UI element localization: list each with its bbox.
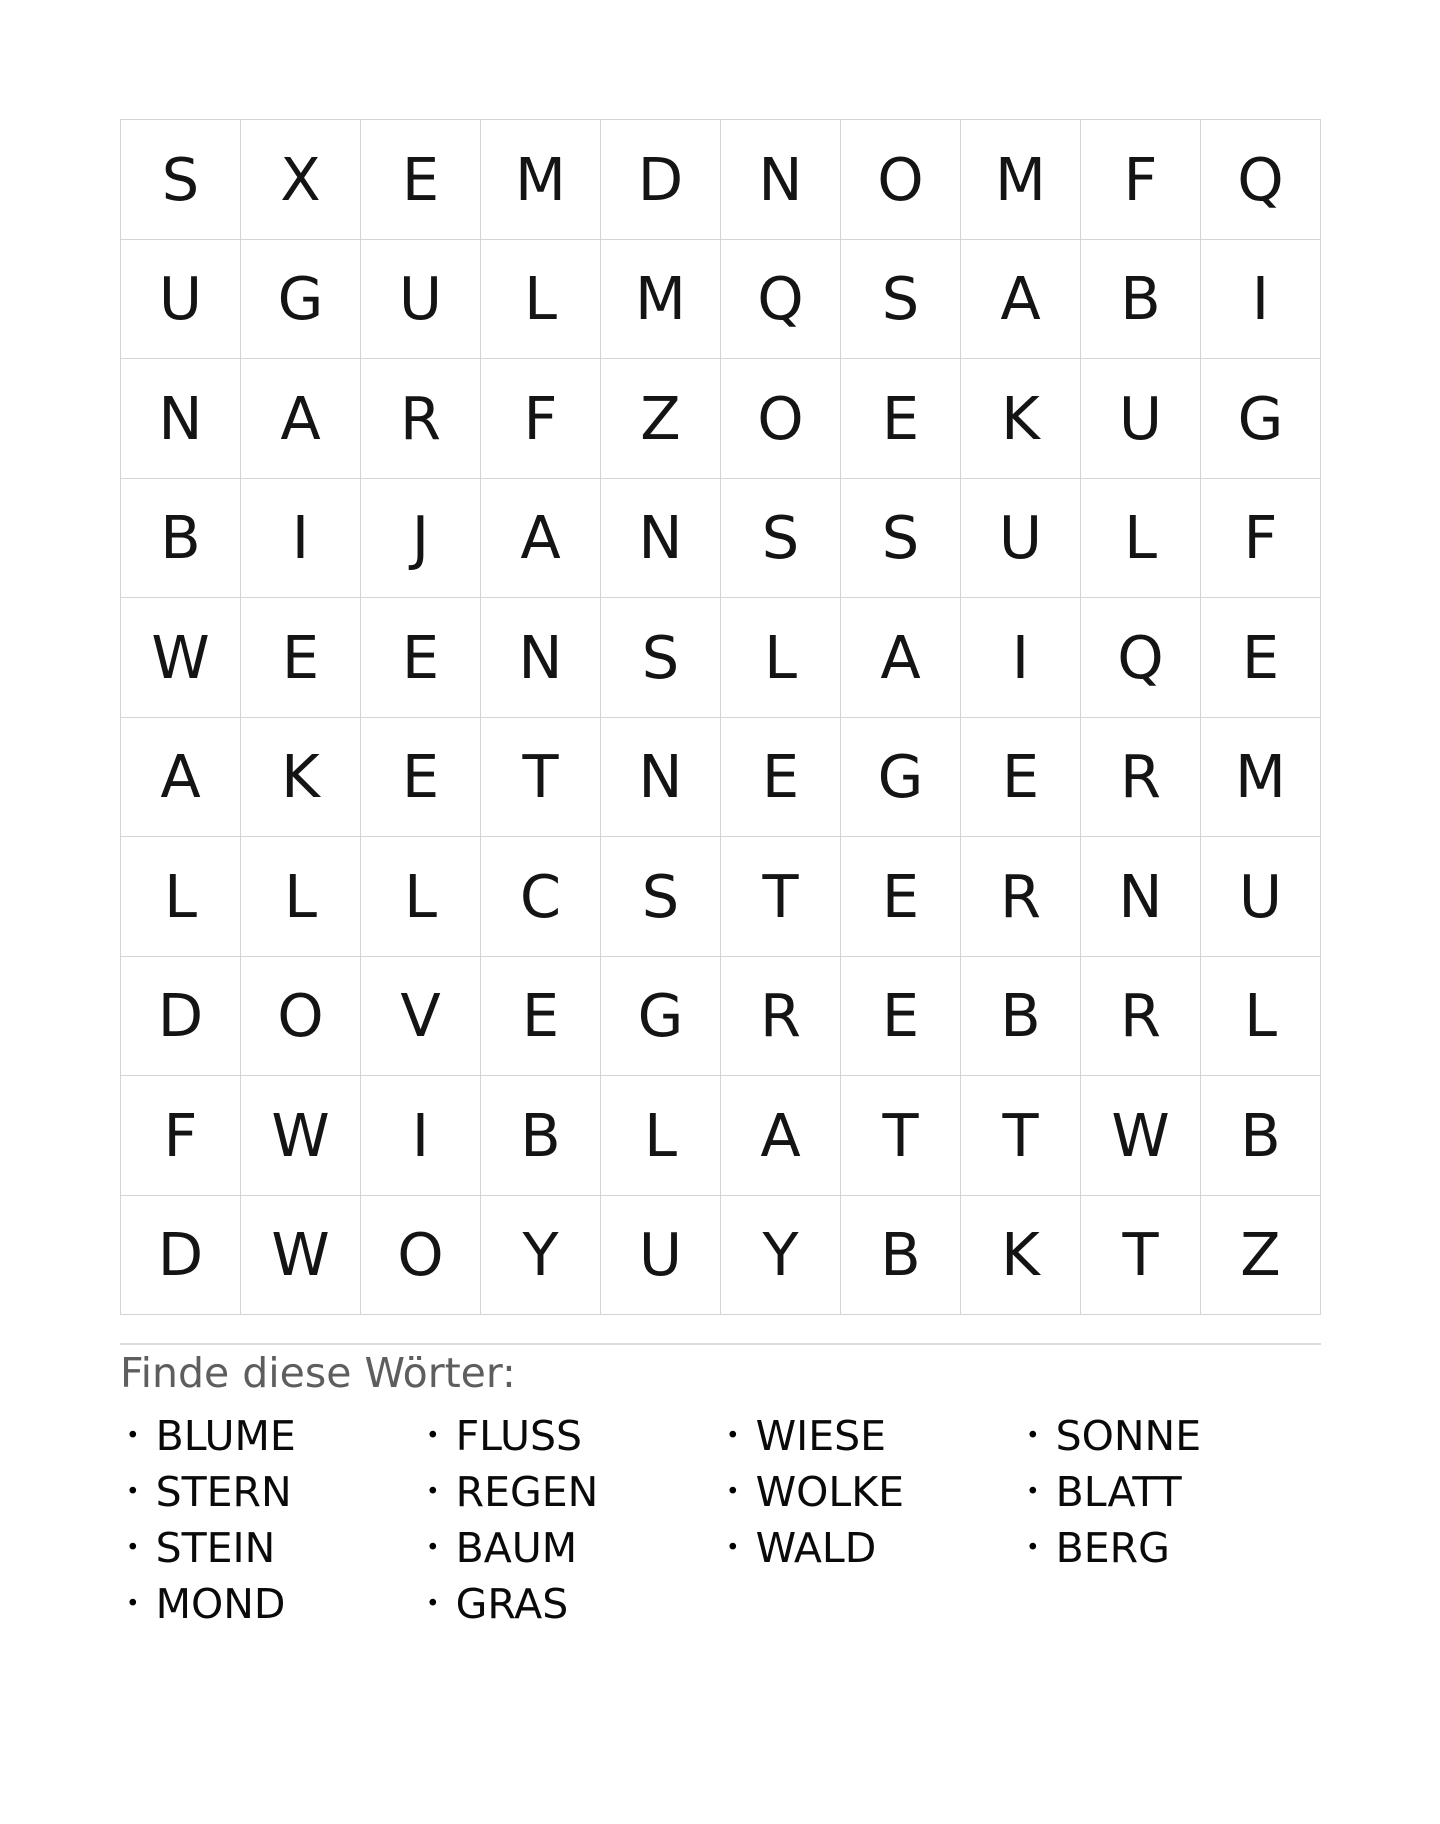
grid-cell[interactable]: F [481, 359, 601, 479]
grid-cell[interactable]: Q [1081, 598, 1201, 718]
bullet-icon: • [126, 1590, 140, 1617]
bullet-icon: • [426, 1534, 440, 1561]
bullet-icon: • [1026, 1478, 1040, 1505]
bullet-icon: • [126, 1534, 140, 1561]
word-item [420, 1464, 720, 1520]
grid-cell[interactable]: N [121, 359, 241, 479]
grid-cell[interactable]: I [241, 478, 361, 598]
grid-cell[interactable]: U [1081, 359, 1201, 479]
grid-cell[interactable]: L [121, 837, 241, 957]
bullet-icon: • [726, 1534, 740, 1561]
word-item [720, 1464, 1020, 1520]
grid-cell[interactable]: L [361, 837, 481, 957]
grid-cell[interactable]: K [961, 359, 1081, 479]
grid-cell[interactable]: E [721, 717, 841, 837]
grid-cell[interactable]: B [961, 956, 1081, 1076]
bullet-icon: • [726, 1478, 740, 1505]
grid-cell[interactable]: G [1201, 359, 1321, 479]
grid-cell[interactable]: R [361, 359, 481, 479]
grid-cell[interactable]: O [841, 120, 961, 240]
grid-cell[interactable]: E [841, 359, 961, 479]
grid-cell[interactable]: I [1201, 239, 1321, 359]
grid-cell[interactable]: N [1081, 837, 1201, 957]
grid-cell[interactable]: Y [481, 1195, 601, 1315]
bullet-icon: • [126, 1422, 140, 1449]
grid-cell[interactable]: M [601, 239, 721, 359]
grid-cell[interactable]: T [481, 717, 601, 837]
grid-cell[interactable]: E [241, 598, 361, 718]
grid-row [121, 1195, 1321, 1315]
word-label: BERG [1055, 1523, 1170, 1572]
grid-cell[interactable]: Y [721, 1195, 841, 1315]
grid-cell[interactable]: J [361, 478, 481, 598]
grid-cell[interactable]: U [1201, 837, 1321, 957]
grid-cell[interactable]: A [841, 598, 961, 718]
word-item [120, 1464, 420, 1520]
grid-cell[interactable]: O [241, 956, 361, 1076]
grid-row [121, 717, 1321, 837]
word-search-grid [120, 119, 1321, 1315]
grid-cell[interactable]: E [1201, 598, 1321, 718]
grid-cell[interactable]: S [721, 478, 841, 598]
grid-cell[interactable]: G [601, 956, 721, 1076]
grid-cell[interactable]: L [601, 1076, 721, 1196]
grid-cell[interactable]: D [121, 956, 241, 1076]
grid-cell[interactable]: O [361, 1195, 481, 1315]
word-label: WALD [755, 1523, 877, 1572]
grid-cell[interactable]: B [1201, 1076, 1321, 1196]
grid-cell[interactable]: T [841, 1076, 961, 1196]
grid-cell[interactable]: U [361, 239, 481, 359]
bullet-icon: • [426, 1478, 440, 1505]
bullet-icon: • [726, 1422, 740, 1449]
grid-cell[interactable]: R [1081, 717, 1201, 837]
grid-cell[interactable]: G [841, 717, 961, 837]
worksheet-page [120, 119, 1321, 1632]
grid-cell[interactable]: E [361, 598, 481, 718]
grid-cell[interactable]: D [121, 1195, 241, 1315]
grid-cell[interactable]: U [961, 478, 1081, 598]
grid-row [121, 239, 1321, 359]
grid-cell[interactable]: R [961, 837, 1081, 957]
word-item [720, 1520, 1020, 1576]
word-item [420, 1576, 720, 1632]
grid-cell[interactable]: S [841, 239, 961, 359]
word-list-title: Finde diese Wörter: [120, 1349, 516, 1397]
grid-cell[interactable]: A [241, 359, 361, 479]
grid-cell[interactable]: W [241, 1195, 361, 1315]
grid-cell[interactable]: U [601, 1195, 721, 1315]
bullet-icon: • [426, 1422, 440, 1449]
grid-cell[interactable]: S [601, 598, 721, 718]
word-label: WOLKE [755, 1467, 905, 1516]
grid-cell[interactable]: K [241, 717, 361, 837]
word-column [420, 1408, 720, 1632]
grid-cell[interactable]: R [721, 956, 841, 1076]
grid-cell[interactable]: B [1081, 239, 1201, 359]
word-column [120, 1408, 420, 1632]
grid-cell[interactable]: L [241, 837, 361, 957]
word-item [720, 1408, 1020, 1464]
grid-cell[interactable]: N [601, 717, 721, 837]
word-label: MOND [155, 1579, 286, 1628]
grid-cell[interactable]: T [961, 1076, 1081, 1196]
word-item [1020, 1464, 1320, 1520]
word-item [420, 1520, 720, 1576]
bullet-icon: • [1026, 1422, 1040, 1449]
word-item [120, 1520, 420, 1576]
grid-cell[interactable]: F [1201, 478, 1321, 598]
grid-cell[interactable]: C [481, 837, 601, 957]
word-item [120, 1576, 420, 1632]
grid-cell[interactable]: S [841, 478, 961, 598]
word-item [1020, 1520, 1320, 1576]
word-label: BLATT [1055, 1467, 1182, 1516]
word-label: STERN [155, 1467, 292, 1516]
grid-cell[interactable]: X [241, 120, 361, 240]
grid-cell[interactable]: E [481, 956, 601, 1076]
grid-cell[interactable]: W [121, 598, 241, 718]
grid-cell[interactable]: E [841, 956, 961, 1076]
grid-cell[interactable]: R [1081, 956, 1201, 1076]
grid-cell[interactable]: M [481, 120, 601, 240]
word-item [1020, 1408, 1320, 1464]
grid-row [121, 1076, 1321, 1196]
bullet-icon: • [126, 1478, 140, 1505]
grid-cell[interactable]: I [361, 1076, 481, 1196]
grid-cell[interactable]: N [481, 598, 601, 718]
bullet-icon: • [1026, 1534, 1040, 1561]
word-label: WIESE [755, 1411, 887, 1460]
grid-cell[interactable]: A [121, 717, 241, 837]
grid-cell[interactable]: U [121, 239, 241, 359]
grid-cell[interactable]: L [1081, 478, 1201, 598]
grid-cell[interactable]: Q [721, 239, 841, 359]
grid-cell[interactable]: G [241, 239, 361, 359]
word-list [120, 1408, 1321, 1632]
word-item [420, 1408, 720, 1464]
grid-row [121, 359, 1321, 479]
grid-cell[interactable]: D [601, 120, 721, 240]
grid-cell[interactable]: S [121, 120, 241, 240]
grid-cell[interactable]: M [961, 120, 1081, 240]
grid-row [121, 598, 1321, 718]
bullet-icon: • [426, 1590, 440, 1617]
grid-cell[interactable]: O [721, 359, 841, 479]
grid-cell[interactable]: S [601, 837, 721, 957]
word-label: BAUM [455, 1523, 578, 1572]
grid-cell[interactable]: L [481, 239, 601, 359]
grid-cell[interactable]: F [1081, 120, 1201, 240]
word-label: SONNE [1055, 1411, 1202, 1460]
grid-cell[interactable]: W [241, 1076, 361, 1196]
grid-cell[interactable]: L [721, 598, 841, 718]
word-label: FLUSS [455, 1411, 583, 1460]
grid-cell[interactable]: I [961, 598, 1081, 718]
grid-cell[interactable]: E [841, 837, 961, 957]
grid-cell[interactable]: K [961, 1195, 1081, 1315]
grid-cell[interactable]: F [121, 1076, 241, 1196]
grid-row [121, 478, 1321, 598]
grid-cell[interactable]: B [481, 1076, 601, 1196]
grid-cell[interactable]: A [721, 1076, 841, 1196]
grid-cell[interactable]: B [121, 478, 241, 598]
grid-row [121, 120, 1321, 240]
separator-line [120, 1343, 1321, 1345]
grid-row [121, 956, 1321, 1076]
grid-cell[interactable]: Z [1201, 1195, 1321, 1315]
word-item [120, 1408, 420, 1464]
grid-cell[interactable]: A [961, 239, 1081, 359]
grid-cell[interactable]: E [961, 717, 1081, 837]
grid-cell[interactable]: M [1201, 717, 1321, 837]
grid-cell[interactable]: E [361, 717, 481, 837]
grid-cell[interactable]: T [721, 837, 841, 957]
grid-cell[interactable]: L [1201, 956, 1321, 1076]
word-label: BLUME [155, 1411, 296, 1460]
grid-cell[interactable]: N [721, 120, 841, 240]
word-column [1020, 1408, 1320, 1632]
grid-cell[interactable]: E [361, 120, 481, 240]
grid-cell[interactable]: V [361, 956, 481, 1076]
grid-row [121, 837, 1321, 957]
word-label: REGEN [455, 1467, 599, 1516]
grid-cell[interactable]: T [1081, 1195, 1201, 1315]
word-label: STEIN [155, 1523, 276, 1572]
grid-cell[interactable]: Z [601, 359, 721, 479]
grid-cell[interactable]: Q [1201, 120, 1321, 240]
grid-cell[interactable]: N [601, 478, 721, 598]
word-label: GRAS [455, 1579, 569, 1628]
grid-cell[interactable]: W [1081, 1076, 1201, 1196]
grid-cell[interactable]: B [841, 1195, 961, 1315]
grid-cell[interactable]: A [481, 478, 601, 598]
word-column [720, 1408, 1020, 1632]
